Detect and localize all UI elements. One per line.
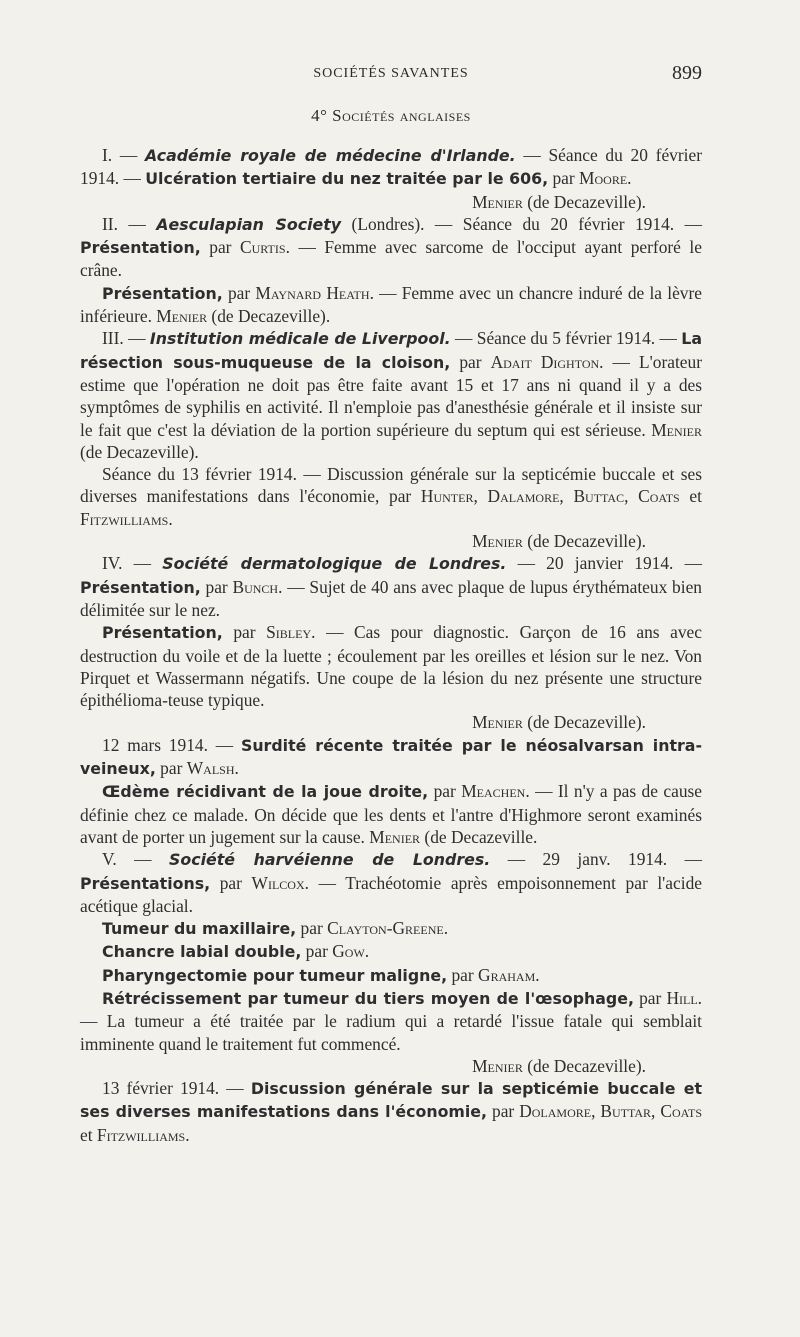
entry-6: IV. — Société dermatologique de Londres. — 20 janvier 1914. — Présentation, par Bunch. — Sujet de 40 ans avec plaque de lupus érythémateux bien délimitée sur le nez. (80, 553, 703, 620)
reporter-line: Menier (de Decazeville). (472, 712, 646, 733)
communication-title: Ulcération tertiaire du nez traitée par le 606, (145, 169, 549, 189)
communication-title: La résection sous-muqueuse de la cloison, (80, 329, 703, 372)
reporter-line: Menier (de Decazeville). (472, 191, 646, 212)
author-names: Dolamore, Buttar, Coats (519, 1101, 702, 1122)
author-name: Gow (332, 941, 365, 962)
author-name: Maynard Heath (255, 282, 370, 303)
author-name: Hill (666, 987, 698, 1008)
author-name: Wilcox (251, 872, 305, 893)
page-number: 899 (672, 62, 702, 84)
author-name: Fitzwilliams (96, 1124, 186, 1145)
society-name: Aesculapian Society (156, 214, 342, 234)
reporter-name: Menier (369, 826, 421, 847)
society-name: Académie royale de médecine d'Irlande. (144, 146, 516, 165)
entry-3: Présentation, par Maynard Heath. — Femme avec un chancre induré de la lèvre inférieure. Menier (de Decazeville). (80, 282, 702, 327)
communication-title: Présentation, (102, 623, 223, 643)
entry-7: Présentation, par Sibley. — Cas pour diagnostic. Garçon de 16 ans avec destruction du voile et de la luette ; écoulement par les oreilles et lésion sur le nez. Von Pirquet et Wassermann négatifs. Une coupe de la lésion du nez présente une structure épithélioma-teuse typique. (80, 622, 702, 711)
author-name: Bunch (232, 576, 279, 597)
reporter-name: Menier (156, 306, 208, 327)
page-header (80, 60, 702, 96)
entry-13: Pharyngectomie pour tumeur maligne, par Graham. (102, 964, 540, 985)
entry-4: III. — Institution médicale de Liverpool. — Séance du 5 février 1914. — La résection sous-muqueuse de la cloison, par Adait Dighton. — L'orateur estime que l'opération ne doit pas être faite avant 15 et 17 ans ni quand il y a des symptômes de syphilis en activité. Il n'emploie pas d'anesthésie générale et il insiste sur le fait que c'est la déviation de la portion supérieure du septum qui est sérieuse. Menier (de Decazeville). (80, 328, 703, 462)
author-name: Meachen (461, 781, 526, 802)
author-name: Moore (579, 168, 628, 189)
communication-title: Présentation, (102, 283, 223, 303)
entry-8: 12 mars 1914. — Surdité récente traitée par le néosalvarsan intra-veineux, par Walsh. (80, 734, 703, 779)
communication-title: Présentation, (80, 238, 201, 258)
entry-15: 13 février 1914. — Discussion générale sur la septicémie buccale et ses diverses manifestations dans l'économie, par Dolamore, Buttar, Coats et Fitzwilliams. (80, 1078, 702, 1145)
communication-title: Rétrécissement par tumeur du tiers moyen de l'œsophage, (102, 988, 634, 1008)
entry-1: I. — Académie royale de médecine d'Irlande. — Séance du 20 février 1914. — Ulcération tertiaire du nez traitée par le 606, par Moore. (80, 145, 702, 189)
author-name: Curtis (240, 237, 286, 258)
author-name: Adait Dighton (490, 351, 600, 372)
entry-5: Séance du 13 février 1914. — Discussion générale sur la septicémie buccale et ses diverses manifestations dans l'économie, par Hunter, Dalamore, Buttac, Coats et Fitzwilliams. (80, 464, 702, 529)
communication-title: Pharyngectomie pour tumeur maligne, (102, 965, 448, 985)
reporter-line: Menier (de Decazeville). (472, 1055, 646, 1076)
section-heading: 4° Sociétés anglaises (311, 106, 471, 125)
entry-10: V. — Société harvéienne de Londres. — 29 janv. 1914. — Présentations, par Wilcox. — Trachéotomie après empoisonnement par l'acide acétique glacial. (80, 849, 703, 916)
communication-title: Surdité récente traitée par le néosalvarsan intra-veineux, (80, 735, 703, 779)
entry-9: Œdème récidivant de la joue droite, par Meachen. — Il n'y a pas de cause définie chez ce malade. On décide que les dents et l'antre d'Highmore seront examinés avant de porter un jugement sur la cause. Menier (de Decazeville. (80, 781, 703, 847)
communication-title: Œdème récidivant de la joue droite, (102, 782, 429, 802)
communication-title: Présentation, (80, 577, 201, 597)
society-name: Institution médicale de Liverpool. (149, 329, 451, 349)
communication-title: Présentations, (80, 873, 211, 893)
author-names: Hunter, Dalamore, Buttac, Coats (420, 486, 680, 507)
entry-12: Chancre labial double, par Gow. (102, 941, 370, 962)
author-name: Clayton-Greene (327, 918, 444, 939)
reporter-name: Menier (651, 419, 702, 440)
running-title: SOCIÉTÉS SAVANTES (313, 66, 469, 81)
author-name: Walsh (186, 758, 235, 779)
entry-11: Tumeur du maxillaire, par Clayton-Greene. (102, 918, 449, 939)
entry-2: II. — Aesculapian Society (Londres). — Séance du 20 février 1914. — Présentation, par Curtis. — Femme avec sarcome de l'occiput ayant perforé le crâne. (80, 213, 702, 281)
reporter-line: Menier (de Decazeville). (472, 531, 646, 552)
author-name: Fitzwilliams (80, 508, 169, 529)
communication-title: Chancre labial double, (102, 942, 302, 962)
communication-title: Discussion générale sur la septicémie buccale et ses diverses manifestations dans l'économie, (80, 1079, 702, 1122)
author-name: Graham (478, 964, 536, 985)
society-name: Société dermatologique de Londres. (162, 554, 507, 574)
society-name: Société harvéienne de Londres. (168, 850, 491, 870)
communication-title: Tumeur du maxillaire, (102, 919, 297, 939)
author-name: Sibley (266, 622, 312, 643)
entry-14: Rétrécissement par tumeur du tiers moyen de l'œsophage, par Hill. — La tumeur a été traitée par le radium qui a retardé l'issue fatale qui semblait imminente quand le traitement fut commencé. (80, 987, 703, 1054)
article-body (80, 144, 702, 1146)
